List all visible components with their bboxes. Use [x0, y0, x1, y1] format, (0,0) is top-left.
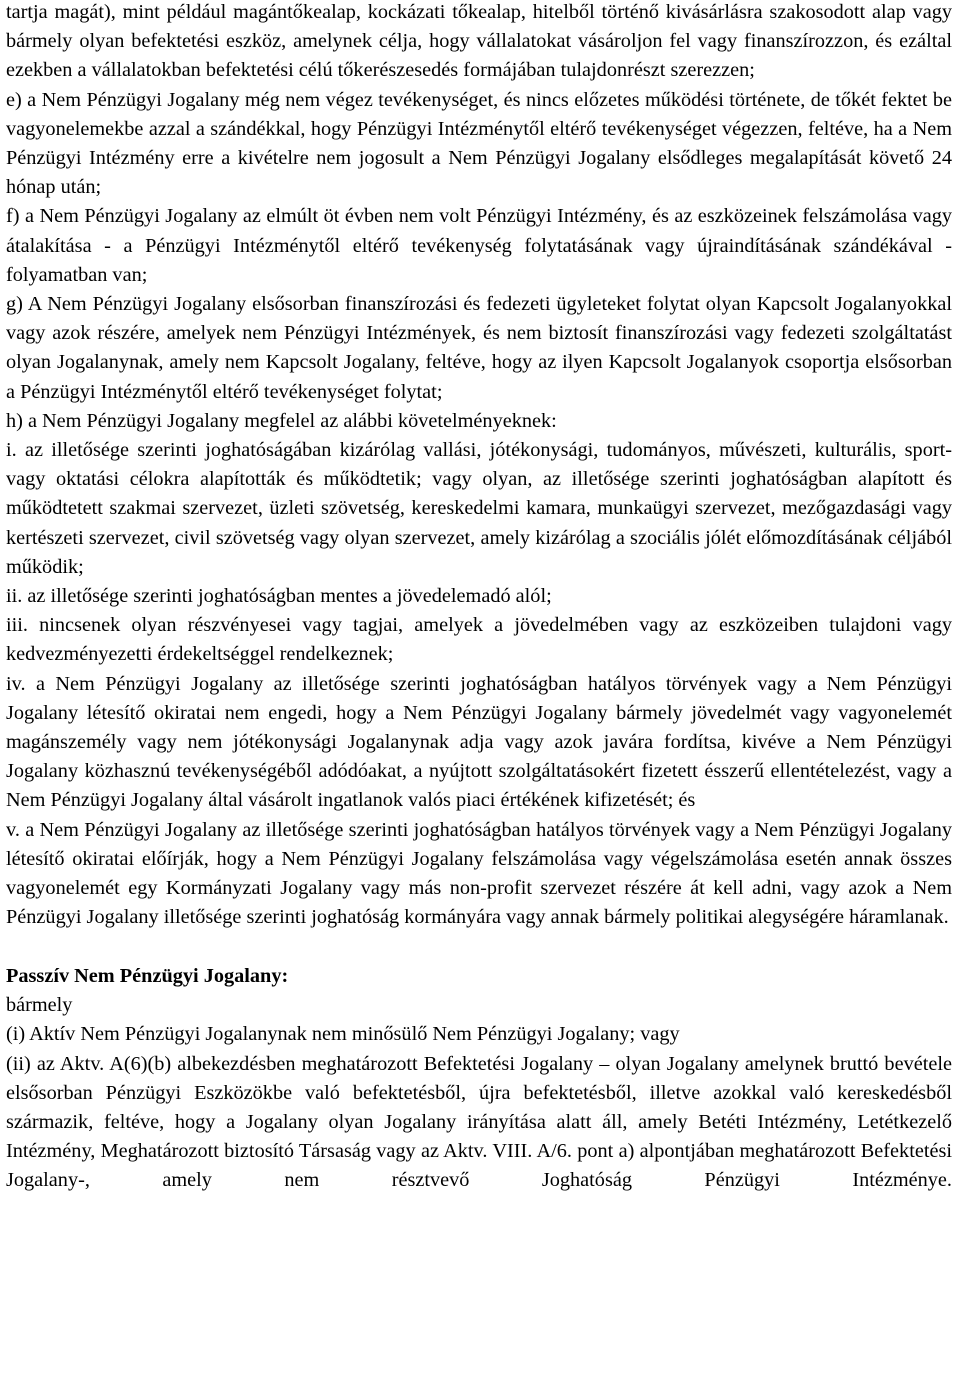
paragraph-subitem-iii: iii. nincsenek olyan részvényesei vagy tagjai, amelyek a jövedelmében vagy az eszközeiben tulajdoni vagy kedvezményezetti érdekeltséggel rendelkeznek; — [6, 614, 952, 666]
paragraph-any: bármely — [6, 994, 73, 1017]
paragraph-item-e: e) a Nem Pénzügyi Jogalany még nem végez tevékenységet, és nincs előzetes működési története, de tőkét fektet be vagyonelemekbe azzal a szándékkal, hogy Pénzügyi Intézménytől eltérő tevékenységet végezzen, feltéve, ha a Nem Pénzügyi Intézmény erre a kivételre nem jogosult a Nem Pénzügyi Jogalany elsődleges megalapítását követő 24 hónap után; — [6, 88, 952, 199]
paragraph-subitem-i: i. az illetősége szerinti joghatóságában kizárólag vallási, jótékonysági, tudományos, művészeti, kulturális, sport- vagy oktatási célokra alapították és működtetik; vagy olyan, az illetősége szerinti joghatóságban alapított és működtetett szakmai szervezet, üzleti szövetség, kereskedelmi kamara, munkaügyi szervezet, mezőgazdasági vagy kertészeti szervezet, civil szövetség vagy olyan szervezet, amely kizárólag a szociális jólét előmozdításának céljából működik; — [6, 439, 952, 578]
paragraph-item-h: h) a Nem Pénzügyi Jogalany megfelel az alábbi követelményeknek: — [6, 409, 557, 432]
paragraph-subitem-iv: iv. a Nem Pénzügyi Jogalany az illetősége szerinti joghatóságban hatályos törvények vagy a Nem Pénzügyi Jogalany létesítő okiratai nem engedi, hogy a Nem Pénzügyi Jogalany bármely jövedelmét vagy vagyonelemét magánszemély vagy nem jótékonysági Jogalanynak adja vagy azok javára fordítsa, kivéve a Nem Pénzügyi Jogalany közhasznú tevékenységéből adódóakat, a nyújtott szolgáltatásokért fizetett ésszerű ellentételezést, vagy a Nem Pénzügyi Jogalany által vásárolt ingatlanok valós piaci értékének kifizetését; és — [6, 672, 952, 812]
paragraph-item-g: g) A Nem Pénzügyi Jogalany elsősorban finanszírozási és fedezeti ügyleteket folytat olyan Kapcsolt Jogalanyokkal vagy azok részére, amelyek nem Pénzügyi Intézmények, és nem biztosít finanszírozási vagy fedezeti szolgáltatást olyan Jogalanynak, amely nem Kapcsolt Jogalany, feltéve, hogy az ilyen Kapcsolt Jogalanyok csoportja elsősorban a Pénzügyi Intézménytől eltérő tevékenységet folytat; — [6, 293, 952, 403]
paragraph-passive-item-ii: (ii) az Aktv. A(6)(b) albekezdésben meghatározott Befektetési Jogalany – olyan Jogalany amelynek bruttó bevétele elsősorban Pénzügyi Eszközökbe való befektetésből, újra befektetésből, illetve azokkal való kereskedésből származik, feltéve, hogy a Jogalany olyan Jogalany irányítása alatt áll, amely Betéti Intézmény, Letétkezelő Intézmény, Meghatározott biztosító Társaság vagy az Aktv. VIII. A/6. pont a) alpontjában meghatározott Befektetési Jogalany-, amely nem résztvevő Joghatóság Pénzügyi Intézménye. — [6, 1052, 952, 1192]
paragraph-subitem-v: v. a Nem Pénzügyi Jogalany az illetősége szerinti joghatóságban hatályos törvények vagy a Nem Pénzügyi Jogalany létesítő okiratai előírják, hogy a Nem Pénzügyi Jogalany felszámolása vagy végelszámolása esetén annak összes vagyonelemét egy Kormányzati Jogalany vagy más non-profit szervezet részére át kell adni, vagy azok a Nem Pénzügyi Jogalany illetősége szerinti joghatóság kormányára vagy annak bármely politikai alegységére háramlanak. — [6, 818, 952, 929]
paragraph-private-equity-continuation: tartja magát), mint például magántőkealap, kockázati tőkealap, hitelből történő kivásárlásra szakosodott alap vagy bármely olyan befektetési eszköz, amelynek célja, hogy vállalatokat vásároljon fel vagy finanszírozzon, és ezáltal ezekben a vállalatokban befektetési célú tőkerészesedés formájában tulajdonrészt szerezzen; — [6, 1, 952, 82]
paragraph-item-f: f) a Nem Pénzügyi Jogalany az elmúlt öt évben nem volt Pénzügyi Intézmény, és az eszközeinek felszámolása vagy átalakítása - a Pénzügyi Intézménytől eltérő tevékenység folytatásának vagy újraindításának szándékával - folyamatban van; — [6, 205, 952, 286]
paragraph-subitem-ii: ii. az illetősége szerinti joghatóságban mentes a jövedelemadó alól; — [6, 585, 552, 608]
paragraph-passive-item-i: (i) Aktív Nem Pénzügyi Jogalanynak nem minősülő Nem Pénzügyi Jogalany; vagy — [6, 1023, 680, 1046]
section-heading-passive-nfe: Passzív Nem Pénzügyi Jogalany: — [6, 964, 289, 987]
